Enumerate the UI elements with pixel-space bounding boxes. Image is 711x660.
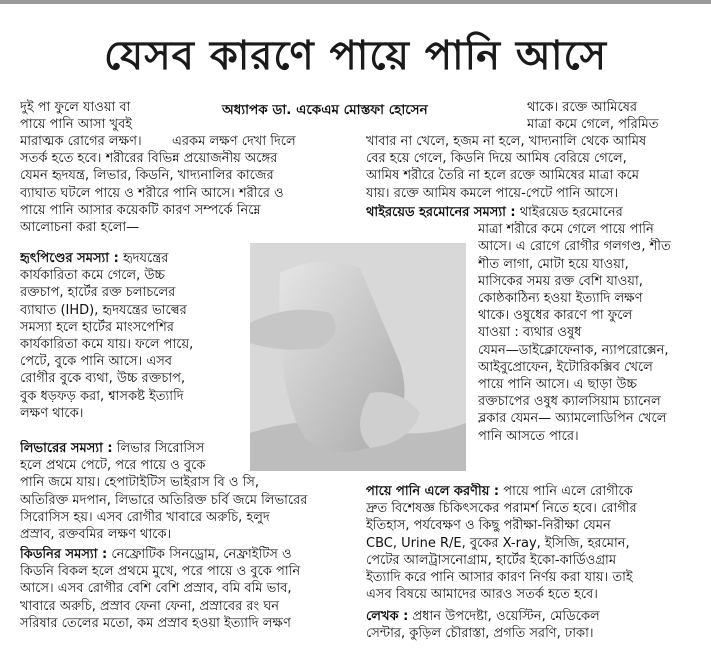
text-line: ব্যাঘাত (IHD), হৃদযন্ত্রের ভাল্বের xyxy=(20,302,187,318)
foot-photo xyxy=(250,243,466,471)
text-line: মাসিকের সময় রক্ত বেশি যাওয়া, xyxy=(478,273,643,289)
text-line: থাকে। রক্তে আমিষের xyxy=(527,100,638,115)
text-line: যেমন হৃদযন্ত্র, লিভার, কিডনি, খাদ্যনালির কাজের xyxy=(20,168,274,184)
text-line: দ্রুত বিশেষজ্ঞ চিকিৎসকের পরামর্শ নিতে হবে। রোগীর xyxy=(366,501,637,517)
text-line: খাবার না খেলে, হজম না হলে, খাদ্যনালি থেকে আমিষ xyxy=(366,134,647,149)
text-line: নেফ্রোটিক সিনড্রোম, নেফ্রাইটিস ও xyxy=(111,547,292,562)
headline: যেসব কারণে পায়ে পানি আসে xyxy=(103,33,608,79)
text-line: মাত্রা শরীরে কমে গেলে পায়ে পানি xyxy=(478,222,654,238)
text-line: মারাত্মক রোগের লক্ষণ। xyxy=(20,134,142,150)
foot-illustration xyxy=(250,243,466,471)
text-line: এসব বিষয়ে আমাদের আরও সতর্ক হতে হবে। xyxy=(366,587,598,603)
thyroid-narrow xyxy=(478,221,708,445)
text-line: পানি আসতে পারে। xyxy=(478,428,579,444)
text-line: কার্যকারিতা কমে গেলে, উচ্চ xyxy=(20,268,165,284)
text-line: যাওয়া : ব্যথার ওষুধ xyxy=(478,325,582,341)
text-line: দুই পা ফুলে যাওয়া বা xyxy=(20,100,131,115)
text-line: লক্ষণ থাকে। xyxy=(20,405,84,421)
text-line: রোগীর বুকে ব্যথা, উচ্চ রক্তচাপ, xyxy=(20,371,186,387)
text-line: পায়ে পানি আসে। এ ছাড়া উচ্চ xyxy=(478,377,637,393)
text-line: অতিরিক্ত মদপান, লিভারে অতিরিক্ত চর্বি জমে লিভারের xyxy=(20,492,308,508)
text-line: কিডনি বিকল হলে প্রথমে মুখে, পরে পায়ে ও বুকে পানি xyxy=(20,564,301,580)
text-line: সমস্যা হলে হার্টের মাংসপেশির xyxy=(20,319,174,335)
text-line: ইতিহাস, পর্যবেক্ষণ ও কিছু পরীক্ষা-নিরীক্ষা যেমন xyxy=(366,518,611,534)
text-line: আসে। এ রোগে রোগীর গলগণ্ড, শীত xyxy=(478,239,671,255)
text-line: ইত্যাদি করে পানি আসার কারণ নির্ণয় করা যায়। তাই xyxy=(366,570,633,586)
text-line: সেন্টার, কুড়িল চৌরাস্তা, প্রগতি সরণি, ঢাকা। xyxy=(366,626,594,642)
intro-wide xyxy=(20,133,360,236)
text-line: আলোচনা করা হলো— xyxy=(20,220,140,236)
text-line: পেটের আলট্রাসনোগ্রাম, হার্টের ইকো-কার্ডিওগ্রাম xyxy=(366,552,617,568)
text-line: পেটে, বুকে পানি আসে। এসব xyxy=(20,354,173,370)
kidney-heading: কিডনির সমস্যা : xyxy=(20,547,108,562)
text-line: প্রধান উপদেষ্টা, ওয়েস্টিন, মেডিকেল xyxy=(412,609,600,624)
text-line: বুক ধড়ফড় করা, শ্বাসকষ্ট ইত্যাদি xyxy=(20,388,184,404)
text-line: আসে। এসব রোগীর বেশি বেশি প্রস্রাব, বমি বমি ভাব, xyxy=(20,581,292,597)
liver-heading: লিভারের সমস্যা : xyxy=(20,441,113,456)
text-line: প্রস্রাব, রক্তবমির লক্ষণ থাকে। xyxy=(20,527,172,543)
text-line: পায়ে পানি এলে রোগীকে xyxy=(503,484,633,499)
text-line: এরকম লক্ষণ দেখা দিলে xyxy=(172,134,296,149)
byline: অধ্যাপক ডা. একেএম মোস্তফা হোসেন xyxy=(222,102,428,118)
text-line: শীত লাগা, মোটা হয়ে যাওয়া, xyxy=(478,256,629,272)
top-right-narrow xyxy=(527,99,707,133)
text-line: আইবুপ্রোফেন, ইটোরিকক্সিব খেলে xyxy=(478,359,653,375)
author-section xyxy=(366,608,708,642)
text-line: যায়। রক্তে আমিষ কমলে পায়ে-পেটে পানি আসে। xyxy=(366,185,619,201)
todo-heading: পায়ে পানি এলে করণীয় : xyxy=(366,484,500,499)
text-line: হৃদযন্ত্রের xyxy=(122,251,169,266)
right-wide xyxy=(366,133,708,202)
text-line: রক্তচাপ, হার্টের রক্ত চলাচলের xyxy=(20,285,176,301)
text-line: সতর্ক হতে হবে। শরীরের বিভিন্ন প্রয়োজনীয় অঙ্গের xyxy=(20,151,278,167)
text-line: থাকে। ওষুধের কারণে পা ফুলে xyxy=(478,308,633,324)
text-line: ব্যাঘাত ঘটলে পায়ে ও শরীরে পানি আসে। শরীরে ও xyxy=(20,185,284,201)
text-line: আমিষ শরীরে তৈরি না হলে রক্তে আমিষের মাত্রা কমে xyxy=(366,168,639,184)
text-line: হলে প্রথমে পেটে, পরে পায়ে ও বুকে xyxy=(20,458,206,474)
text-line: সিরোসিস হয়। এসব রোগীর খাবারে অরুচি, হলুদ xyxy=(20,509,270,525)
author-heading: লেখক : xyxy=(366,609,409,624)
text-line: কার্যকারিতা কমে যায়। ফলে পায়ে, xyxy=(20,337,194,353)
text-line: কোষ্ঠকাঠিন্য হওয়া ইত্যাদি লক্ষণ xyxy=(478,291,643,306)
text-line: লিভার সিরোসিস xyxy=(116,441,205,456)
text-line: বের হয়ে গেলে, কিডনি দিয়ে আমিষ বেরিয়ে গেলে, xyxy=(366,151,627,167)
text-line: ব্লকার যেমন— অ্যামলোডিপিন খেলে xyxy=(478,411,667,427)
text-line: সরিষার তেলের মতো, কম প্রস্রাব হওয়া ইত্যাদি লক্ষণ xyxy=(20,615,291,631)
text-line: পায়ে পানি আসা খুবই xyxy=(20,117,133,133)
top-rule xyxy=(0,0,711,4)
text-line: যেমন—ডাইক্লোফেনাক, ন্যাপরোক্সেন, xyxy=(478,342,669,358)
heart-section xyxy=(20,250,248,422)
heart-heading: হৃৎপিণ্ডের সমস্যা : xyxy=(20,251,119,266)
text-line: পায়ে পানি আসার কয়েকটি কারণ সম্পর্কে নিম্নে xyxy=(20,202,261,218)
thyroid-section xyxy=(366,204,708,221)
kidney-section xyxy=(20,546,365,632)
todo-section xyxy=(366,483,708,603)
text-line: মাত্রা কমে গেলে, পরিমিত xyxy=(527,117,659,133)
text-line: থাইরয়েড হরমোনের xyxy=(519,205,623,220)
text-line: CBC, Urine R/E, বুকের X-ray, ইসিজি, হরমোন, xyxy=(366,535,630,551)
text-line: রক্তচাপের ওষুধ ক্যালসিয়াম চ্যানেল xyxy=(478,394,661,410)
text-line: খাবারে অরুচি, প্রস্রাব ফেনা ফেনা, প্রস্রাবের রং ঘন xyxy=(20,598,280,614)
text-line: পানি জমে যায়। হেপাটাইটিস ভাইরাস বি ও সি, xyxy=(20,475,260,491)
thyroid-heading: থাইরয়েড হরমোনের সমস্যা : xyxy=(366,205,516,220)
